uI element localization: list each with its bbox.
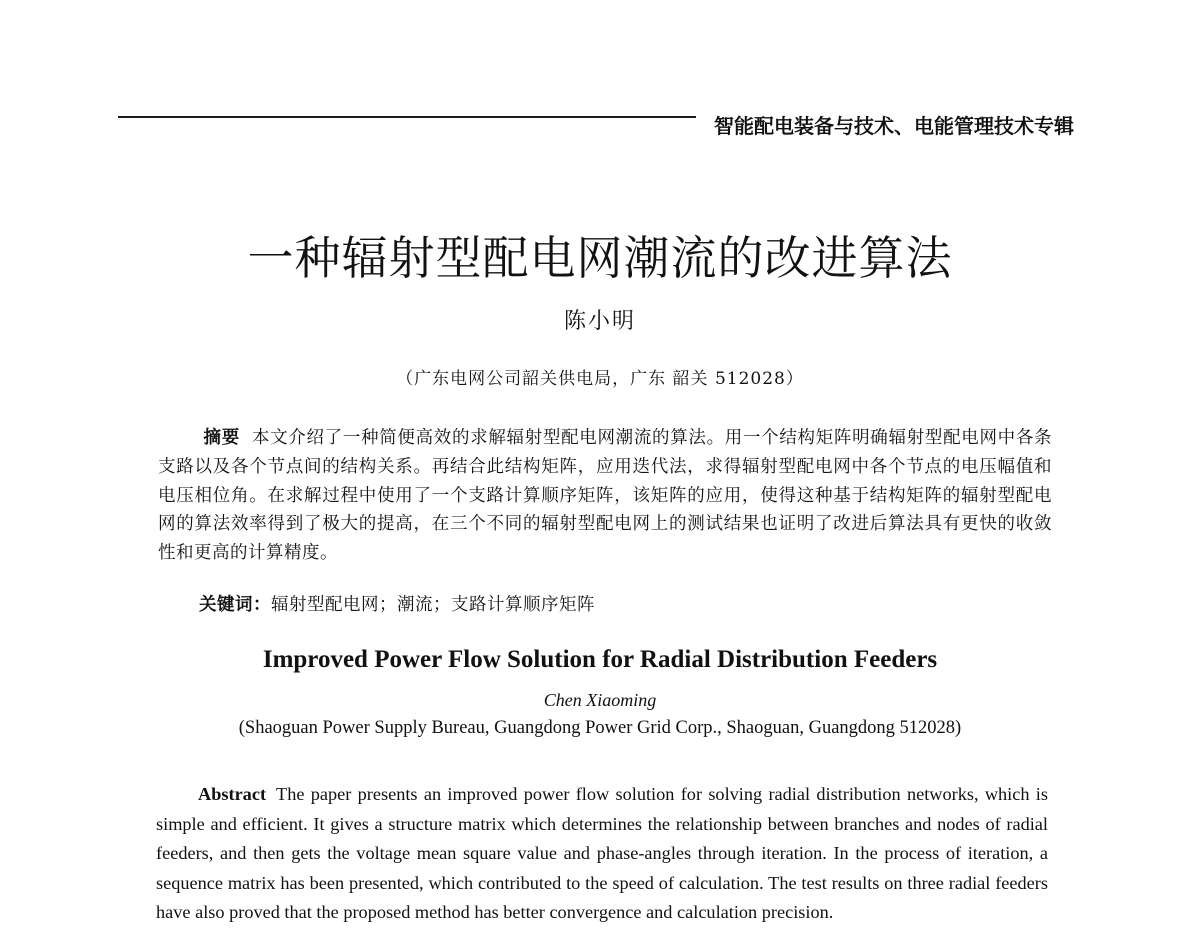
- author-en: Chen Xiaoming: [543, 690, 657, 710]
- keywords-cn-body: 辐射型配电网；潮流；支路计算顺序矩阵: [271, 595, 595, 615]
- paper-title-cn: 一种辐射型配电网潮流的改进算法: [247, 231, 953, 285]
- author-cn: 陈小明: [563, 309, 636, 334]
- abstract-cn: [158, 424, 1052, 568]
- journal-section-title: 智能配电装备与技术、电能管理技术专辑: [714, 114, 1074, 138]
- affiliation-en: (Shaoguan Power Supply Bureau, Guangdong Power Grid Corp., Shaoguan, Guangdong 512028): [238, 718, 962, 738]
- abstract-en-label: Abstract: [198, 784, 267, 804]
- abstract-cn-label: 摘要: [203, 428, 240, 448]
- keywords-cn-label: 关键词：: [199, 595, 271, 615]
- abstract-cn-body: 本文介绍了一种简便高效的求解辐射型配电网潮流的算法。用一个结构矩阵明确辐射型配电网中各条支路以及各个节点间的结构关系。再结合此结构矩阵，应用迭代法，求得辐射型配电网中各个节点的电压幅值和电压相位角。在求解过程中使用了一个支路计算顺序矩阵，该矩阵的应用，使得这种基于结构矩阵的辐射型配电网的算法效率得到了极大的提高，在三个不同的辐射型配电网上的测试结果也证明了改进后算法具有更快的收敛性和更高的计算精度。: [158, 428, 1053, 564]
- affiliation-cn: （广东电网公司韶关供电局，广东 韶关 512028）: [396, 369, 804, 389]
- abstract-en-body: The paper presents an improved power flow solution for solving radial distribution networks, which is simple and efficient. It gives a structure matrix which determines the relationship between branches and nodes of radial feeders, and then gets the voltage mean square value and phase-angles through iteration. In the process of iteration, a sequence matrix has been presented, which contributed to the speed of calculation. The test results on three radial feeders have also proved that the proposed method has better convergence and calculation precision.: [156, 784, 1048, 922]
- paper-title-en: Improved Power Flow Solution for Radial Distribution Feeders: [262, 646, 938, 673]
- header-rule: [118, 116, 696, 118]
- abstract-en: [156, 780, 1048, 928]
- keywords-cn: [199, 591, 595, 616]
